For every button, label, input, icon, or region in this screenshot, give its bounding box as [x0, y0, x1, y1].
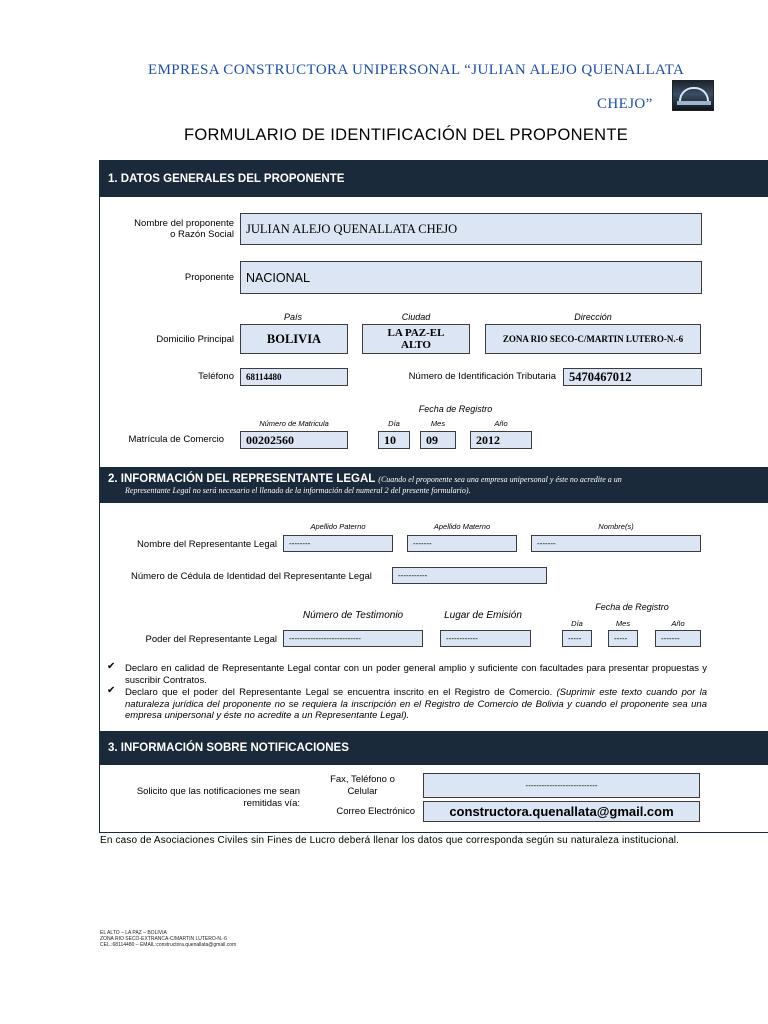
reg-date-label: Fecha de Registro	[418, 404, 493, 414]
testimonio-col-label: Número de Testimonio	[302, 610, 404, 621]
matricula-num-label: Número de Matricula	[259, 419, 329, 428]
materno-col-label: Apellido Materno	[433, 522, 491, 531]
lugar-field[interactable]: ------------	[440, 630, 531, 647]
month-label: Mes	[430, 419, 446, 428]
section1-heading: 1. DATOS GENERALES DEL PROPONENTE	[100, 161, 768, 197]
matricula-label: Matrícula de Comercio	[128, 434, 224, 445]
ci-label: Número de Cédula de Identidad del Representante Legal	[131, 571, 372, 582]
mes-col-label: Mes	[615, 619, 631, 628]
year-field[interactable]: 2012	[470, 431, 532, 449]
fax-field[interactable]: ---------------------------	[423, 773, 700, 798]
matricula-field[interactable]: 00202560	[240, 431, 348, 449]
country-col-label: País	[283, 312, 302, 322]
paterno-field[interactable]: --------	[283, 535, 393, 552]
dia-col-label: Día	[571, 619, 583, 628]
address-field[interactable]: ZONA RIO SECO-C/MARTIN LUTERO-N.-6	[485, 324, 701, 354]
dia-field[interactable]: -----	[562, 630, 592, 647]
mes-field[interactable]: -----	[608, 630, 638, 647]
section2-note-1: (Cuando el proponente sea una empresa unipersonal y éste no acredite a un	[378, 475, 622, 484]
company-name-line1: EMPRESA CONSTRUCTORA UNIPERSONAL “JULIAN ALEJO QUENALLATA	[148, 62, 685, 78]
notification-request-label: Solicito que las notificaciones me sean remitidas vía:	[136, 786, 300, 809]
footer-address: EL ALTO – LA PAZ – BOLIVIA ZONA RIO SECO-EXTRANCA-C/MARTIN LUTERO-N.-6 CEL.:68114480 – EMAIL:constructora.quenallata@gmail.com	[100, 930, 237, 948]
fecha-col-label: Fecha de Registro	[595, 602, 669, 612]
phone-label: Teléfono	[198, 371, 234, 382]
proponent-label: Proponente	[184, 272, 234, 283]
testimonio-field[interactable]: ---------------------------	[283, 630, 423, 647]
name-field[interactable]: JULIAN ALEJO QUENALLATA CHEJO	[240, 213, 702, 245]
city-col-label: Ciudad	[401, 312, 431, 322]
year-label: Año	[494, 419, 508, 428]
materno-field[interactable]: -------	[407, 535, 517, 552]
lugar-col-label: Lugar de Emisión	[444, 610, 522, 621]
ci-field[interactable]: -----------	[392, 567, 547, 584]
section2-title: 2. INFORMACIÓN DEL REPRESENTANTE LEGAL	[108, 473, 376, 485]
section3-heading: 3. INFORMACIÓN SOBRE NOTIFICACIONES	[100, 731, 768, 765]
nit-field[interactable]: 5470467012	[563, 368, 702, 386]
nombres-col-label: Nombre(s)	[598, 522, 634, 531]
section2-note-2: Representante Legal no será necesario el llenado de la información del numeral 2 del presente formulario).	[125, 486, 471, 495]
address-col-label: Dirección	[574, 312, 612, 322]
email-field[interactable]: constructora.quenallata@gmail.com	[423, 801, 700, 822]
day-field[interactable]: 10	[378, 431, 410, 449]
country-field[interactable]: BOLIVIA	[240, 324, 348, 354]
month-field[interactable]: 09	[420, 431, 456, 449]
fax-label: Fax, Teléfono o Celular	[330, 774, 395, 797]
email-label: Correo Electrónico	[336, 806, 415, 817]
anio-field[interactable]: -------	[655, 630, 701, 647]
poder-label: Poder del Representante Legal	[145, 634, 277, 645]
city-field[interactable]: LA PAZ-EL ALTO	[362, 324, 470, 354]
name-label: Nombre del proponente o Razón Social	[134, 218, 234, 240]
proponent-field[interactable]: NACIONAL	[240, 261, 702, 294]
declaration-1: Declaro en calidad de Representante Legal contar con un poder general amplio y suficiente con facultades para presentar propuestas y suscribir Contratos.	[125, 663, 707, 686]
section2-heading	[100, 467, 768, 503]
domicile-label: Domicilio Principal	[156, 334, 234, 345]
company-name-line2: CHEJO”	[597, 96, 653, 112]
day-label: Día	[388, 419, 400, 428]
nit-label: Número de Identificación Tributaria	[408, 371, 556, 382]
check-icon: ✔	[107, 661, 116, 672]
check-icon: ✔	[107, 685, 116, 696]
anio-col-label: Año	[671, 619, 685, 628]
associations-note: En caso de Asociaciones Civiles sin Fines de Lucro deberá llenar los datos que corresponda según su naturaleza institucional.	[100, 835, 680, 846]
rep-name-label: Nombre del Representante Legal	[137, 539, 277, 550]
form-title: FORMULARIO DE IDENTIFICACIÓN DEL PROPONENTE	[183, 126, 629, 144]
company-logo-icon	[672, 80, 714, 111]
paterno-col-label: Apellido Paterno	[310, 522, 366, 531]
phone-field[interactable]: 68114480	[240, 368, 348, 386]
declaration-2: Declaro que el poder del Representante Legal se encuentra inscrito en el Registro de Comercio. (Suprimir este texto cuando por la naturaleza jurídica del proponente no se requiera la inscripción en el Registro de Comercio de Bolivia y cuando el proponente sea una empresa unipersonal y éste no acredite a un Representante Legal).	[125, 687, 708, 721]
nombres-field[interactable]: -------	[531, 535, 701, 552]
